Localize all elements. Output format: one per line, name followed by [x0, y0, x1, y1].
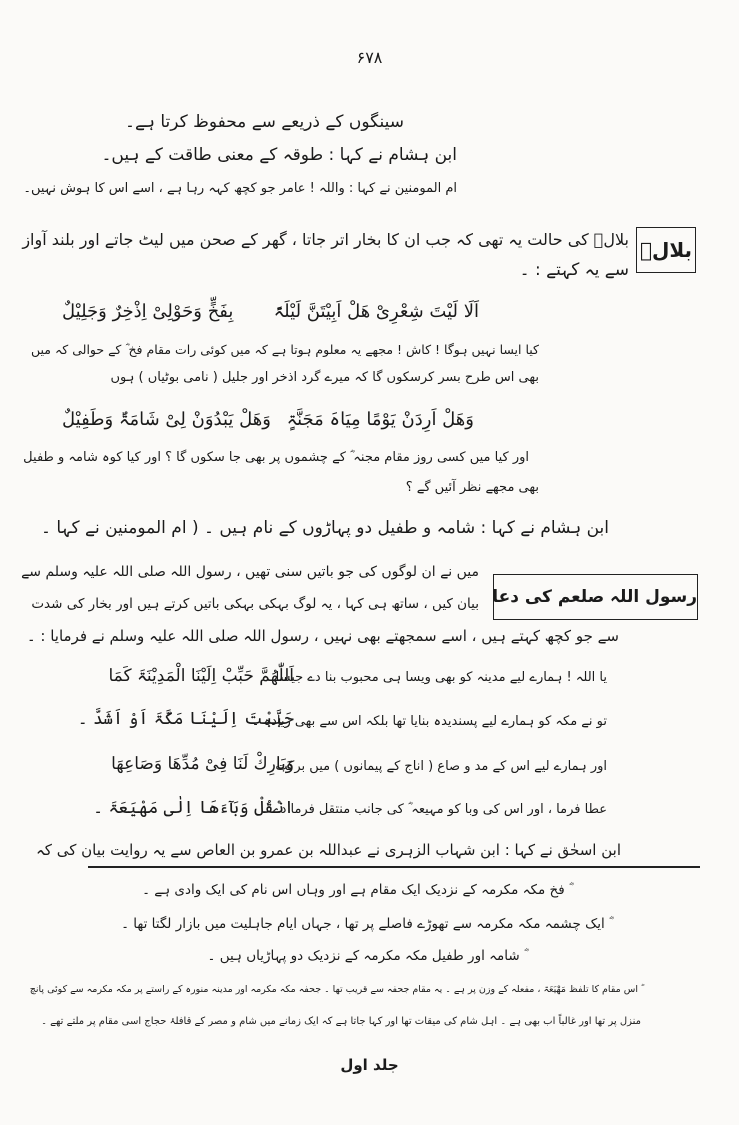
dua-translation: یا اللہ ! ہمارے لیے مدینہ کو بھی ویسا ہی محبوب بنا دے جیسا: [275, 670, 607, 685]
verse-1-translation: کیا ایسا نہیں ہوگا ! کاش ! مجھے یہ معلوم ہوتا ہے کہ میں کوئی رات مقام فخ ؓ کے حوالی کہ میں: [31, 342, 539, 357]
verse-1-left: بِفَخٍّ وَحَوْلِیْ اِذْخِرٌ وَجَلِیْلٌ: [62, 301, 234, 322]
verse-2-translation: اور کیا میں کسی روز مقام مجنہ ؓ کے چشموں پر بھی جا سکوں گا ؟ اور کیا کوہ شامہ و طفیل: [23, 450, 529, 465]
footnote: ؓ فخ مکہ مکرمہ کے نزدیک ایک مقام ہے اور وہاں اس نام کی ایک وادی ہے ۔: [142, 882, 569, 898]
footnote-divider: [88, 866, 700, 868]
dua-arabic: وَبَارِكْ لَنَا فِیْ مُدِّھَا وَصَاعِھَا: [111, 754, 294, 774]
text-line: ابن ہشام نے کہا : طوقہ کے معنی طاقت کے ہیں۔: [101, 145, 457, 165]
dua-arabic: حَبَّبْتَ اِلَیْنَا مَکَّۃَ اَوْ اَشَدَّ ۔: [77, 709, 294, 729]
text-line: سے جو کچھ کہتے ہیں ، اسے سمجھتے بھی نہیں ، رسول اللہ صلی اللہ علیہ وسلم نے فرمایا : ۔: [26, 627, 619, 645]
text-line: بلالؓ کی حالت یہ تھی کہ جب ان کا بخار اتر جاتا ، گھر کے صحن میں لیٹ جاتے اور بلند آواز: [22, 230, 629, 249]
verse-2-right: وَھَلْ اَرِدَنْ یَوْمًا مِیَاہَ مَجَنَّۃٍ: [286, 409, 474, 430]
dua-arabic: انْقُلْ وَبَآءَھَا اِلٰی مَھْیَعَۃَ ۔: [93, 798, 294, 818]
footnote: ؓ ایک چشمہ مکہ مکرمہ سے تھوڑے فاصلے پر تھا ، جہاں ایام جاہلیت میں بازار لگتا تھا ۔: [121, 916, 609, 932]
verse-2-left: وَھَلْ یَبْدُوَنْ لِیْ شَامَۃٌ وَطَفِیْلٌ: [62, 409, 271, 430]
text-line: میں نے ان لوگوں کی جو باتیں سنی تھیں ، رسول اللہ صلی اللہ علیہ وسلم سے: [21, 564, 479, 580]
verse-1-translation: بھی اس طرح بسر کرسکوں گا کہ میرے گرد اذخر اور جلیل ( نامی بوٹیاں ) ہوں: [110, 370, 539, 385]
verse-2-translation: بھی مجھے نظر آئیں گے ؟: [405, 480, 539, 495]
volume-footer: جلد اول: [340, 1056, 399, 1074]
dua-translation: عطا فرما ، اور اس کی وبا کو مہیعہ ؓ کی جانب منتقل فرما دے: [272, 802, 607, 817]
page-number: ۶۷۸: [356, 48, 383, 67]
text-line: ام المومنین نے کہا : واللہ ! عامر جو کچھ کہہ رہا ہے ، اسے اس کا ہوش نہیں۔: [23, 181, 457, 196]
footnote: ؓ شامہ اور طفیل مکہ مکرمہ کے نزدیک دو پہاڑیاں ہیں ۔: [207, 948, 524, 964]
dua-heading-box: رسول اللہ صلعم کی دعا: [493, 574, 698, 620]
footnote: منزل پر تھا اور غالباً اب بھی ہے ۔ اہل شام کی میقات تھا اور کہا جاتا ہے کہ ایک زمانے میں شام و مصر کے قافلۂ حجاج اسی مقام پر ملتے تھے ۔: [41, 1016, 641, 1027]
verse-1-right: اَلَا لَیْتَ شِعْرِیْ ھَلْ اَبِیْتَنَّ لَیْلَۃً: [273, 301, 479, 322]
text-line: ابن اسحٰق نے کہا : ابن شہاب الزہری نے عبداللہ بن عمرو بن العاص سے یہ روایت بیان کی کہ: [36, 841, 621, 859]
text-line: ابن ہشام نے کہا : شامہ و طفیل دو پہاڑوں کے نام ہیں ۔ ( ام المومنین نے کہا ۔: [40, 518, 609, 538]
dua-translation: تو نے مکہ کو ہمارے لیے پسندیدہ بنایا تھا بلکہ اس سے بھی زیادہ ۔: [251, 714, 607, 729]
dua-arabic: اَللّٰھُمَّ حَبِّبْ اِلَیْنَا الْمَدِیْنَۃَ کَمَا: [108, 666, 294, 686]
dua-translation: اور ہمارے لیے اس کے مد و صاع ( اناج کے پیمانوں ) میں برکت: [275, 759, 607, 774]
text-line: سینگوں کے ذریعے سے محفوظ کرتا ہے۔: [125, 112, 404, 132]
footnote: ؓ اس مقام کا تلفظ مَھْیَعَۃ ، مفعلہ کے وزن پر ہے ۔ یہ مقام جحفہ سے قریب تھا ۔ جحفہ مکہ مکرمہ اور مدینہ منورہ کے راستے پر مکہ مکرمہ سے کوئی پانچ: [29, 984, 641, 995]
text-line: سے یہ کہتے : ۔: [519, 260, 629, 280]
bilal-heading-box: بلالؓ: [636, 227, 696, 273]
text-line: بیان کیں ، ساتھ ہی کہا ، یہ لوگ بہکی بہکی باتیں کرتے ہیں اور بخار کی شدت: [31, 596, 479, 612]
